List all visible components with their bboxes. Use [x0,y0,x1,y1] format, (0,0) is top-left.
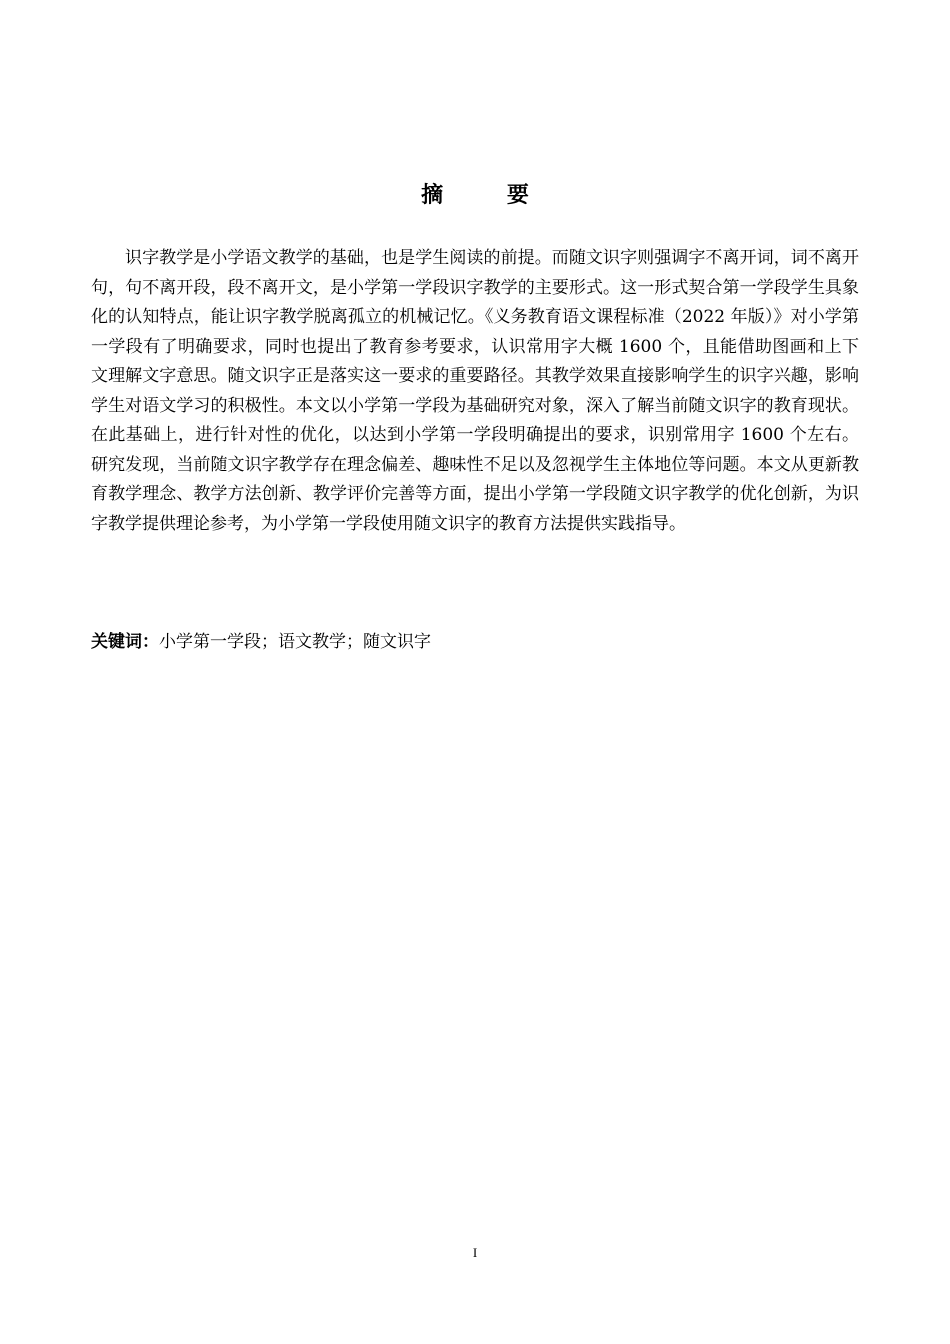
keywords-line [91,628,859,657]
abstract-title: 摘 要 [421,183,557,208]
keywords-label: 关键词： [91,632,159,652]
keywords-text: 小学第一学段；语文教学；随文识字 [159,632,431,652]
page-number: I [472,1245,478,1260]
abstract-body: 识字教学是小学语文教学的基础，也是学生阅读的前提。而随文识字则强调字不离开词，词不离开句，句不离开段，段不离开文，是小学第一学段识字教学的主要形式。这一形式契合第一学段学生具象化的认知特点，能让识字教学脱离孤立的机械记忆。《义务教育语文课程标准（2022 年版）》对小学第一学段有了明确要求，同时也提出了教育参考要求，认识常用字大概 1600 个，且能借助图画和上下文理解文字意思。随文识字正是落实这一要求的重要路径。其教学效果直接影响学生的识字兴趣，影响学生对语文学习的积极性。本文以小学第一学段为基础研究对象，深入了解当前随文识字的教育现状。在此基础上，进行针对性的优化，以达到小学第一学段明确提出的要求，识别常用字 1600 个左右。研究发现，当前随文识字教学存在理念偏差、趣味性不足以及忽视学生主体地位等问题。本文从更新教育教学理念、教学方法创新、教学评价完善等方面，提出小学第一学段随文识字教学的优化创新，为识字教学提供理论参考，为小学第一学段使用随文识字的教育方法提供实践指导。 [91,248,859,534]
